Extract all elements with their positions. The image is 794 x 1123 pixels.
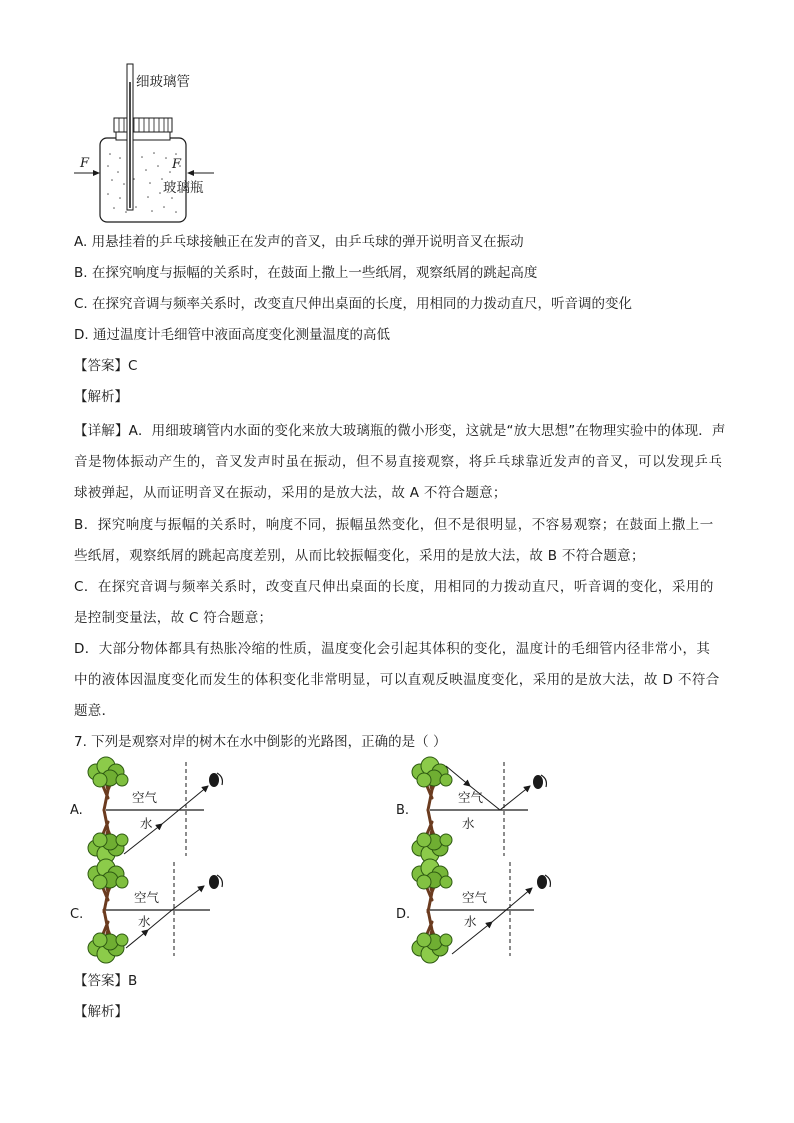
q6-option-b: B. 在探究响度与振幅的关系时，在鼓面上撒上一些纸屑，观察纸屑的跳起高度	[74, 265, 538, 281]
tube-label: 细玻璃管	[136, 74, 190, 90]
answer-value: B	[128, 973, 138, 989]
explanation-line: 球被弹起，从而证明音叉在振动，采用的是放大法，故 A 不符合题意；	[74, 485, 507, 501]
eye-icon	[209, 773, 222, 787]
light-ray	[172, 886, 204, 910]
q6-option-a: A. 用悬挂着的乒乓球接触正在发声的音叉，由乒乓球的弹开说明音叉在振动	[74, 234, 524, 250]
tree-reflection-icon	[88, 810, 128, 863]
answer-value: C	[128, 358, 138, 374]
q7-options-figure	[66, 756, 566, 966]
q7-option-a-diagram	[70, 757, 222, 863]
tree-reflection-icon	[88, 910, 128, 963]
tree-icon	[88, 757, 128, 810]
q7-option-b-diagram	[396, 757, 546, 863]
q7-option-d-diagram	[396, 859, 550, 963]
tree-icon	[412, 757, 452, 810]
explanation-line: 题意．	[74, 703, 116, 719]
bottle-label: 玻璃瓶	[163, 180, 204, 196]
q6-option-d: D. 通过温度计毛细管中液面高度变化测量温度的高低	[74, 327, 390, 343]
answer-tag: 【答案】	[74, 973, 128, 989]
tree-icon	[88, 859, 128, 912]
q6-analysis-tag: 【解析】	[74, 389, 128, 405]
q7-answer	[74, 971, 137, 991]
explanation-line: 是控制变量法，故 C 符合题意；	[74, 610, 273, 626]
explanation-line: 【详解】A．用细玻璃管内水面的变化来放大玻璃瓶的微小形变，这就是“放大思想”在物理实验中的体现．声	[74, 423, 726, 439]
option-letter: D.	[396, 907, 411, 922]
water-label: 水	[462, 816, 475, 831]
air-label: 空气	[458, 790, 484, 805]
q7-stem: 7. 下列是观察对岸的树木在水中倒影的光路图，正确的是（ ）	[74, 734, 447, 750]
explanation-line: 中的液体因温度变化而发生的体积变化非常明显，可以直观反映温度变化，采用的是放大法，故 D 不符合	[74, 672, 720, 688]
q7-analysis-tag: 【解析】	[74, 1004, 128, 1020]
q6-answer	[74, 356, 137, 376]
water-label: 水	[464, 914, 477, 929]
water-label: 水	[140, 816, 153, 831]
explanation-line: D．大部分物体都具有热胀冷缩的性质，温度变化会引起其体积的变化，温度计的毛细管内径非常小，其	[74, 641, 711, 657]
explanation-line: B．探究响度与振幅的关系时，响度不同，振幅虽然变化，但不是很明显，不容易观察；在鼓面上撒上一	[74, 517, 714, 533]
option-letter: A.	[70, 803, 83, 818]
option-letter: C.	[70, 907, 84, 922]
air-label: 空气	[134, 890, 160, 905]
q7-option-c-diagram	[70, 859, 222, 963]
explanation-line: C．在探究音调与频率关系时，改变直尺伸出桌面的长度，用相同的力拨动直尺，听音调的变化，采用的	[74, 579, 714, 595]
water-label: 水	[138, 914, 151, 929]
air-label: 空气	[132, 790, 158, 805]
light-ray	[148, 910, 172, 930]
explanation-line: 些纸屑，观察纸屑的跳起高度差别，从而比较振幅变化，采用的是放大法，故 B 不符合题意；	[74, 548, 645, 564]
light-ray	[492, 888, 532, 922]
force-label-right: F	[172, 157, 182, 172]
q6-option-c: C. 在探究音调与频率关系时，改变直尺伸出桌面的长度，用相同的力拨动直尺，听音调的变化	[74, 296, 633, 312]
explanation-line: 音是物体振动产生的，音叉发声时虽在振动，但不易直接观察，将乒乓球靠近发声的音叉，可以发现乒乓	[74, 454, 723, 470]
tree-reflection-icon	[412, 810, 452, 863]
bottle-cap	[114, 118, 172, 132]
eye-icon	[537, 875, 550, 889]
air-label: 空气	[462, 890, 488, 905]
force-label-left: F	[80, 156, 90, 171]
answer-tag: 【答案】	[74, 358, 128, 374]
tree-icon	[412, 859, 452, 912]
force-arrow-right	[187, 170, 214, 176]
tree-reflection-icon	[412, 910, 452, 963]
option-letter: B.	[396, 803, 410, 818]
bottle-tube-figure	[70, 62, 240, 227]
light-ray	[126, 930, 148, 948]
eye-icon	[209, 875, 222, 889]
light-ray	[162, 786, 208, 824]
eye-icon	[533, 775, 546, 789]
